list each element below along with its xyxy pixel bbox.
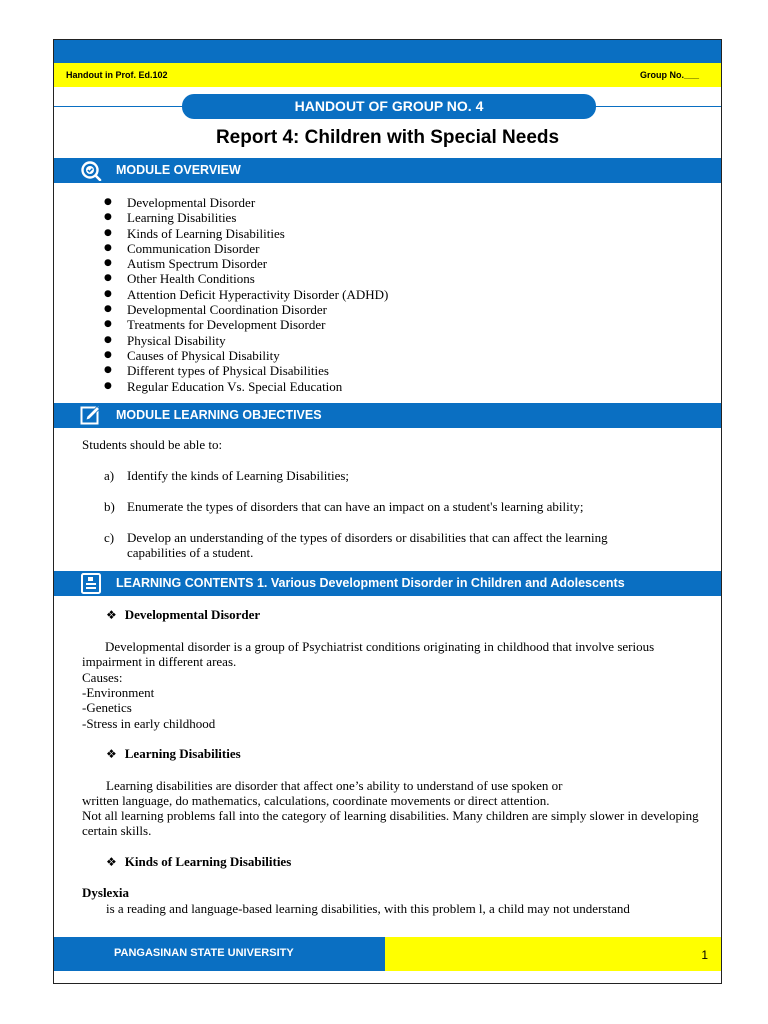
cause-item: -Stress in early childhood xyxy=(82,716,216,731)
kinds-of-learning-disabilities-heading: ❖ Kinds of Learning Disabilities xyxy=(106,854,292,869)
document-icon xyxy=(80,573,102,594)
dyslexia-text: is a reading and language-based learning disabilities, with this problem l, a child may not understand xyxy=(106,901,630,916)
group-number-label: Group No.___ xyxy=(639,70,699,80)
objective-text: Develop an understanding of the types of disorders or disabilities that can affect the learning capabilities of a student. xyxy=(127,530,608,561)
developmental-disorder-paragraph: Developmental disorder is a group of Psychiatrist conditions originating in childhood that involve serious impairment in different areas. xyxy=(82,639,655,670)
cause-item: -Genetics xyxy=(82,700,132,715)
learning-contents-header xyxy=(54,571,721,596)
list-item: ● Attention Deficit Hyperactivity Disorder (ADHD) xyxy=(104,287,388,302)
learning-disabilities-paragraph-line: Learning disabilities are disorder that affect one’s ability to understand of use spoken or xyxy=(106,778,563,793)
course-label: Handout in Prof. Ed.102 xyxy=(66,70,168,80)
list-item: ● Different types of Physical Disabilities xyxy=(104,363,388,378)
top-yellow-band xyxy=(54,63,721,87)
objective-marker: a) xyxy=(104,468,115,483)
learning-disabilities-heading: ❖ Learning Disabilities xyxy=(106,746,241,761)
diamond-bullet-icon: ❖ xyxy=(106,608,117,622)
learning-contents-heading: LEARNING CONTENTS 1. Various Development Disorder in Children and Adolescents xyxy=(116,576,625,590)
objective-marker: b) xyxy=(104,499,115,514)
list-item: ● Treatments for Development Disorder xyxy=(104,317,388,332)
developmental-disorder-heading: ❖ Developmental Disorder xyxy=(106,607,261,622)
learning-objectives-heading: MODULE LEARNING OBJECTIVES xyxy=(116,408,322,422)
objective-item xyxy=(104,468,664,483)
list-item: ● Developmental Coordination Disorder xyxy=(104,302,388,317)
handout-title: HANDOUT OF GROUP NO. 4 xyxy=(182,94,596,119)
objective-marker: c) xyxy=(104,530,115,545)
cause-item: -Environment xyxy=(82,685,155,700)
diamond-bullet-icon: ❖ xyxy=(106,855,117,869)
list-item: ● Regular Education Vs. Special Education xyxy=(104,379,388,394)
list-item: ● Other Health Conditions xyxy=(104,271,388,286)
footer-page-band xyxy=(385,937,721,971)
page-number: 1 xyxy=(701,948,708,962)
list-item: ● Kinds of Learning Disabilities xyxy=(104,226,388,241)
top-blue-band xyxy=(54,40,721,63)
list-item: ● Physical Disability xyxy=(104,333,388,348)
objective-text: Enumerate the types of disorders that can have an impact on a student's learning ability; xyxy=(127,499,584,514)
list-item: ● Causes of Physical Disability xyxy=(104,348,388,363)
list-item: ● Communication Disorder xyxy=(104,241,388,256)
footer-university-band xyxy=(54,937,385,971)
list-item: ● Autism Spectrum Disorder xyxy=(104,256,388,271)
magnifier-icon xyxy=(80,160,102,181)
dyslexia-label: Dyslexia xyxy=(82,885,129,900)
list-item: ● Developmental Disorder xyxy=(104,195,388,210)
module-overview-header xyxy=(54,158,721,183)
report-title: Report 4: Children with Special Needs xyxy=(215,127,560,148)
university-name: PANGASINAN STATE UNIVERSITY xyxy=(114,947,294,959)
module-overview-heading: MODULE OVERVIEW xyxy=(116,163,241,177)
overview-list xyxy=(104,195,388,394)
causes-label: Causes: xyxy=(82,670,123,685)
pencil-edit-icon xyxy=(80,405,102,426)
objectives-intro: Students should be able to: xyxy=(82,437,223,452)
learning-disabilities-paragraph-line: written language, do mathematics, calculations, coordinate movements or direct attention. xyxy=(82,793,550,808)
diamond-bullet-icon: ❖ xyxy=(106,747,117,761)
objective-item xyxy=(104,499,664,514)
learning-disabilities-paragraph: Not all learning problems fall into the category of learning disabilities. Many children are simply slower in developing certain skills. xyxy=(82,808,699,839)
list-item: ● Learning Disabilities xyxy=(104,210,388,225)
learning-objectives-header xyxy=(54,403,721,428)
objective-item xyxy=(104,530,664,561)
objective-text: Identify the kinds of Learning Disabilities; xyxy=(127,468,350,483)
